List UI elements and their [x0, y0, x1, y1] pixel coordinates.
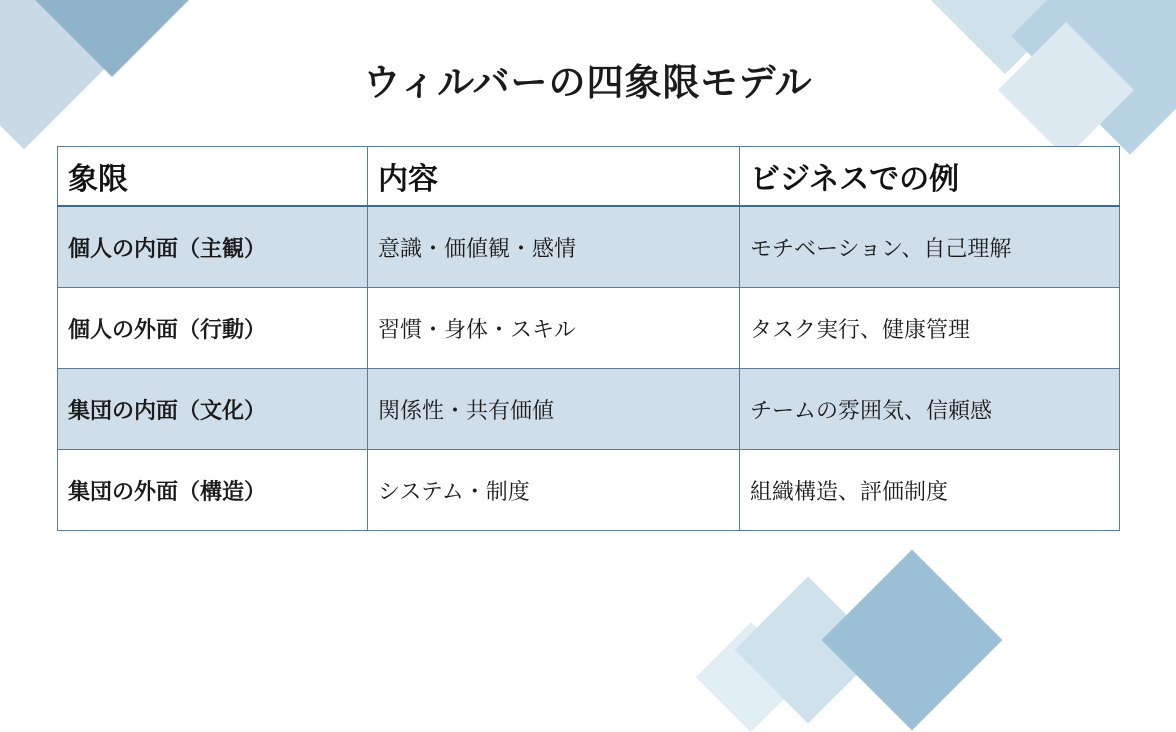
cell-example: チームの雰囲気、信頼感	[740, 369, 1120, 450]
cell-content: 意識・価値観・感情	[368, 206, 740, 288]
diamond-shape	[696, 622, 806, 732]
column-header-content: 内容	[368, 147, 740, 207]
diamond-shape	[821, 549, 1002, 730]
table-row	[58, 450, 1120, 531]
table-row	[58, 206, 1120, 288]
column-header-example: ビジネスでの例	[740, 147, 1120, 207]
cell-example: タスク実行、健康管理	[740, 288, 1120, 369]
cell-quadrant: 個人の外面（行動）	[58, 288, 368, 369]
cell-example: 組織構造、評価制度	[740, 450, 1120, 531]
cell-content: システム・制度	[368, 450, 740, 531]
table-body	[58, 206, 1120, 531]
cell-content: 習慣・身体・スキル	[368, 288, 740, 369]
diamond-shape	[734, 576, 881, 723]
cell-quadrant: 集団の外面（構造）	[58, 450, 368, 531]
table-header-row	[58, 147, 1120, 207]
quadrant-table-wrapper	[57, 146, 1119, 531]
table-header	[58, 147, 1120, 207]
cell-quadrant: 集団の内面（文化）	[58, 369, 368, 450]
table-row	[58, 369, 1120, 450]
cell-example: モチベーション、自己理解	[740, 206, 1120, 288]
cell-quadrant: 個人の内面（主観）	[58, 206, 368, 288]
page-title: ウィルバーの四象限モデル	[363, 61, 813, 104]
column-header-quadrant: 象限	[58, 147, 368, 207]
quadrant-table	[57, 146, 1120, 531]
cell-content: 関係性・共有価値	[368, 369, 740, 450]
table-row	[58, 288, 1120, 369]
